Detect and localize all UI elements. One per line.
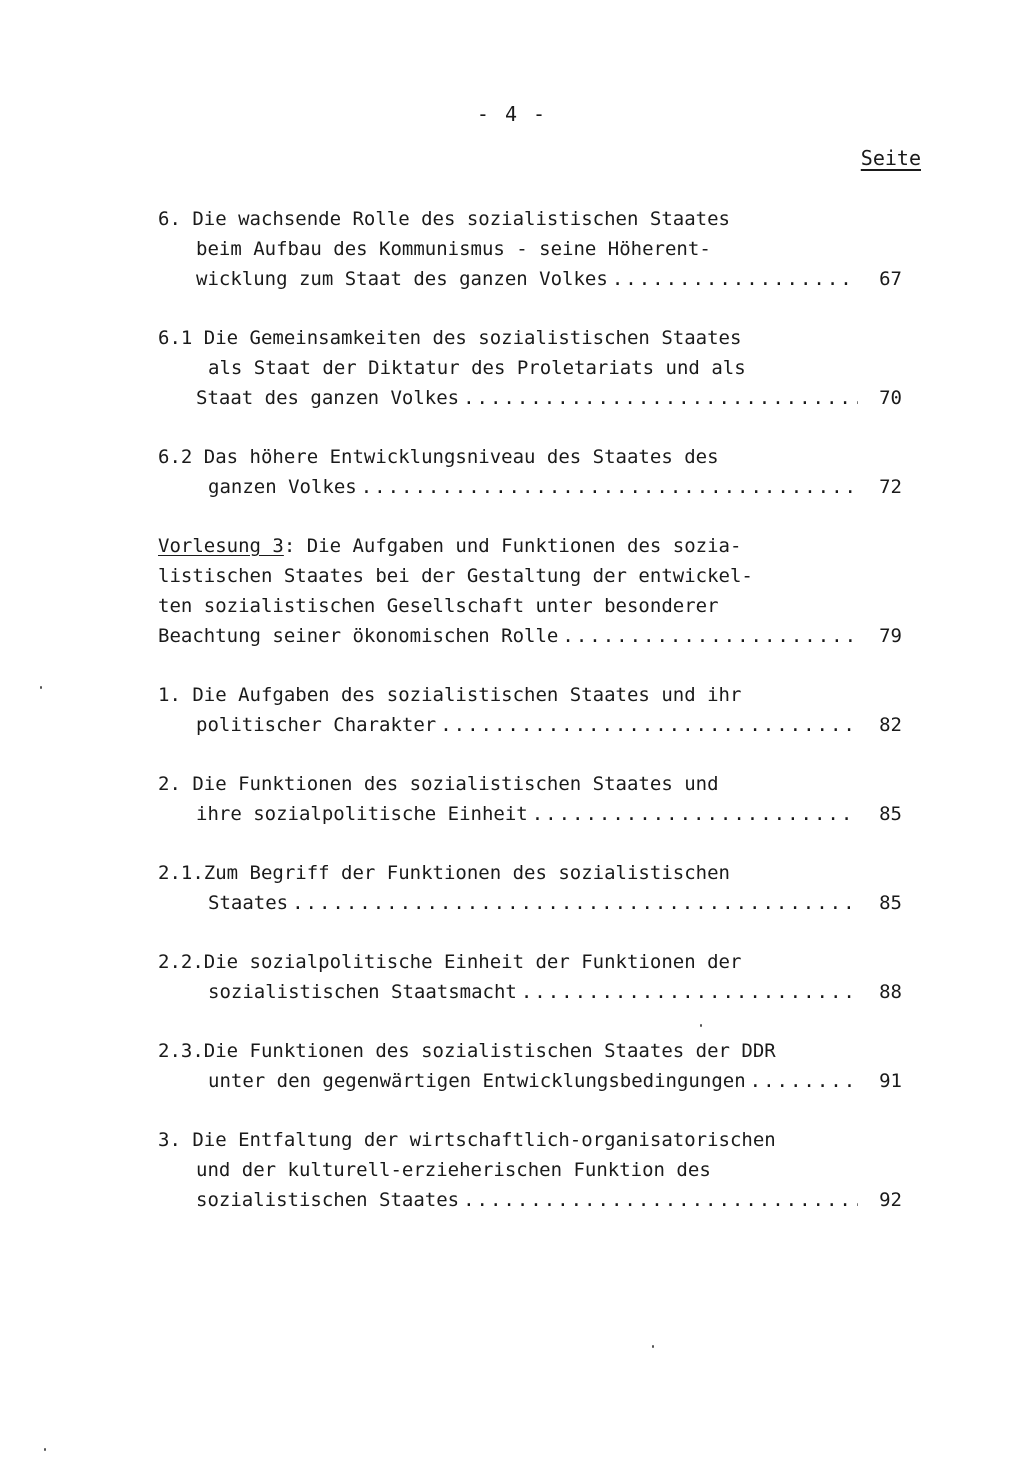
toc-page-number: 88: [879, 981, 902, 1003]
toc-entry: [158, 769, 902, 829]
page-number: - 4 -: [476, 102, 548, 126]
toc-entry-lecture: [158, 531, 902, 651]
toc-entry-line: ten sozialistischen Gesellschaft unter besonderer: [158, 595, 719, 617]
toc-entry-line: unter den gegenwärtigen Entwicklungsbedingungen: [208, 1070, 746, 1092]
toc-entry-line: und der kulturell-erzieherischen Funktion des: [196, 1159, 711, 1181]
toc-entry-final-line: [158, 383, 902, 413]
toc-entry-line: Staates: [208, 892, 289, 914]
toc-entry-final-line: [158, 621, 902, 651]
toc-entry-line: politischer Charakter: [196, 714, 437, 736]
toc-entry-line: sozialistischen Staates: [196, 1189, 460, 1211]
toc-entry-line: als Staat der Diktatur des Proletariats und als: [208, 357, 746, 379]
toc-page-number: 72: [879, 476, 902, 498]
toc-entry-final-line: [158, 799, 902, 829]
toc-page-number: 92: [879, 1189, 902, 1211]
toc-entry-line: 6. Die wachsende Rolle des sozialistischen Staates: [158, 208, 730, 230]
toc-entry-final-line: [158, 1185, 902, 1215]
toc-page-number: 70: [879, 387, 902, 409]
toc-entry: [158, 442, 902, 502]
toc-page-number: 91: [879, 1070, 902, 1092]
dot-leader: [361, 472, 858, 502]
dot-leader: [440, 710, 858, 740]
toc-entry: [158, 323, 902, 413]
toc-entry-final-line: [158, 888, 902, 918]
dot-leader: [612, 264, 858, 294]
toc-entry: [158, 858, 902, 918]
toc-entry-line: wicklung zum Staat des ganzen Volkes: [196, 268, 608, 290]
scan-speck: [44, 1448, 46, 1451]
toc-entry-line: 2.3.Die Funktionen des sozialistischen Staates der DDR: [158, 1040, 776, 1062]
toc-entry-line: 1. Die Aufgaben des sozialistischen Staates und ihr: [158, 684, 742, 706]
toc-entry-line: ganzen Volkes: [208, 476, 357, 498]
dot-leader: [292, 888, 858, 918]
toc-entry: [158, 1036, 902, 1096]
dot-leader: [463, 1185, 858, 1215]
toc-entry-line: listischen Staates bei der Gestaltung der entwickel-: [158, 565, 753, 587]
dot-leader: [463, 383, 858, 413]
toc-entry: [158, 680, 902, 740]
toc-entry: [158, 1125, 902, 1215]
toc-page-number: 85: [879, 892, 902, 914]
toc-entry-line: Staat des ganzen Volkes: [196, 387, 460, 409]
toc-entry-final-line: [158, 977, 902, 1007]
toc-entry-final-line: [158, 710, 902, 740]
toc-page-number: 79: [879, 625, 902, 647]
toc-entry-line: beim Aufbau des Kommunismus - seine Höherent-: [196, 238, 711, 260]
dot-leader: [562, 621, 858, 651]
lecture-title-start: : Die Aufgaben und Funktionen des sozia-: [283, 535, 742, 557]
toc-page-number: 67: [879, 268, 902, 290]
toc-entry-line: ihre sozialpolitische Einheit: [196, 803, 528, 825]
toc-entry-final-line: [158, 472, 902, 502]
toc-entry-line: [158, 531, 902, 561]
page-column-heading: Seite: [860, 146, 921, 170]
toc-entry-line: 3. Die Entfaltung der wirtschaftlich-organisatorischen: [158, 1129, 776, 1151]
dot-leader: [750, 1066, 858, 1096]
toc-entry-line: 2.1.Zum Begriff der Funktionen des sozialistischen: [158, 862, 730, 884]
scan-speck: [652, 1345, 654, 1348]
table-of-contents: [158, 204, 902, 1244]
dot-leader: [521, 977, 858, 1007]
scan-speck: [40, 686, 42, 689]
toc-entry: [158, 204, 902, 294]
toc-entry-line: 2. Die Funktionen des sozialistischen Staates und: [158, 773, 719, 795]
dot-leader: [532, 799, 858, 829]
scan-speck: [700, 1024, 702, 1027]
toc-entry-line: sozialistischen Staatsmacht: [208, 981, 517, 1003]
lecture-label: Vorlesung 3: [158, 535, 284, 557]
toc-entry: [158, 947, 902, 1007]
toc-page-number: 85: [879, 803, 902, 825]
toc-entry-line: Beachtung seiner ökonomischen Rolle: [158, 625, 559, 647]
toc-page-number: 82: [879, 714, 902, 736]
toc-entry-final-line: [158, 264, 902, 294]
toc-entry-final-line: [158, 1066, 902, 1096]
toc-entry-line: 2.2.Die sozialpolitische Einheit der Funktionen der: [158, 951, 742, 973]
toc-entry-line: 6.1 Die Gemeinsamkeiten des sozialistischen Staates: [158, 327, 742, 349]
toc-entry-line: 6.2 Das höhere Entwicklungsniveau des Staates des: [158, 446, 719, 468]
